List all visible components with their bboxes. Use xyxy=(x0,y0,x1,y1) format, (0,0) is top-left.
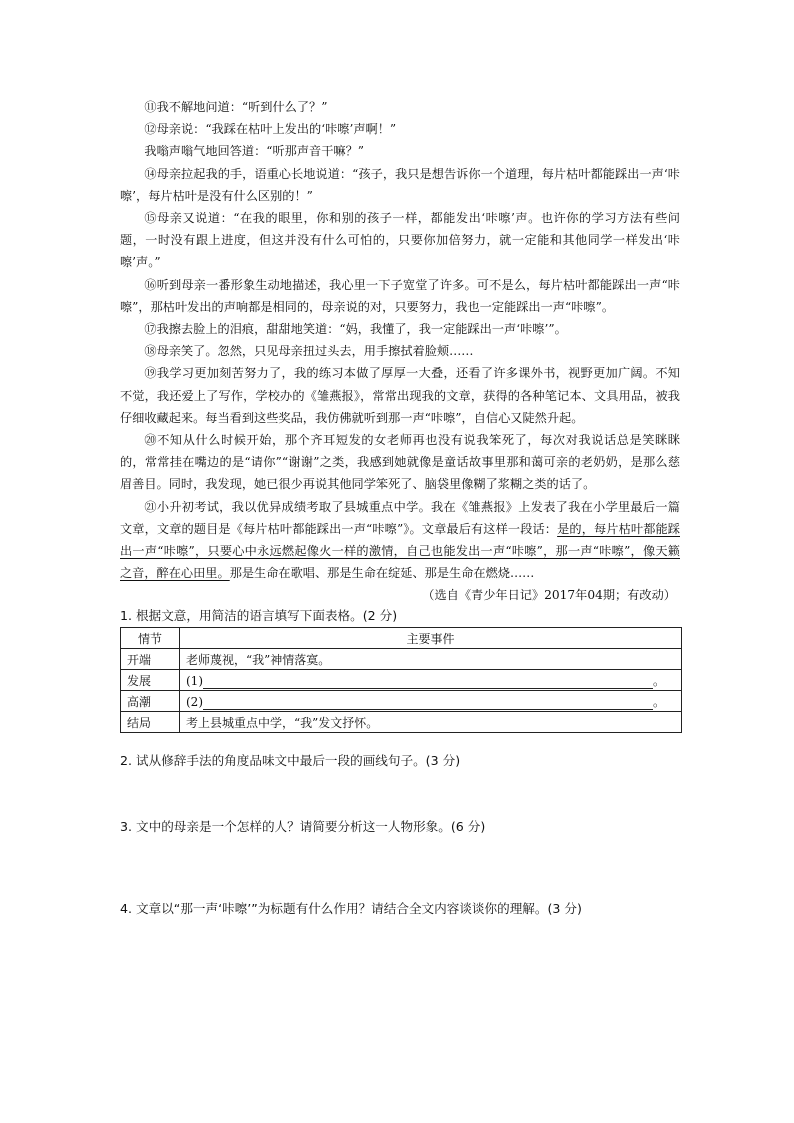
table-row xyxy=(121,649,682,670)
row-label: 结局 xyxy=(121,712,180,733)
paragraph-15: ⑮母亲又说道：“在我的眼里，你和别的孩子一样，都能发出‘咔嚓’声。也许你的学习方法有些问题，一时没有跟上进度，但这并没有什么可怕的，只要你加倍努力，就一定能和其他同学一样发出‘咔嚓’声。” xyxy=(120,211,680,270)
paragraph-19: ⑲我学习更加刻苦努力了，我的练习本做了厚厚一大叠，还看了许多课外书，视野更加广阔。不知不觉，我还爱上了写作，学校办的《雏燕报》，常常出现我的文章，获得的各种笔记本、文具用品，被我仔细收藏起来。每当看到这些奖品，我仿佛就听到那一声“咔嚓”，自信心又陡然升起。 xyxy=(120,366,680,425)
row-label: 发展 xyxy=(121,670,180,691)
paragraph-13: 我嗡声嗡气地回答道：“听那声音干嘛？” xyxy=(144,144,365,159)
paragraph-20: ⑳不知从什么时候开始，那个齐耳短发的女老师再也没有说我笨死了，每次对我说话总是笑眯眯的，常常挂在嘴边的是“请你”“谢谢”之类，我感到她就像是童话故事里那和蔼可亲的老奶奶，是那么慈眉善目。同时，我发现，她已很少再说其他同学笨死了、脑袋里像糊了浆糊之类的话了。 xyxy=(120,433,680,492)
table-row xyxy=(121,712,682,733)
underlined-sentence: 是的，每片枯叶都能踩出一声“咔嚓”，只要心中永远燃起像火一样的激情，自己也能发出一声“咔嚓”，那一声“咔嚓”，像天籁之音，醉在心田里。 xyxy=(120,521,680,581)
answer-space[interactable] xyxy=(120,837,680,899)
blank-end: 。 xyxy=(653,694,666,709)
table-header-row xyxy=(121,628,682,649)
row-answer-cell[interactable] xyxy=(180,670,682,691)
paragraph-16: ⑯听到母亲一番形象生动地描述，我心里一下子宽堂了许多。可不是么，每片枯叶都能踩出一声“咔嚓”，那枯叶发出的声响都是相同的，母亲说的对，只要努力，我也一定能踩出一声“咔嚓”。 xyxy=(120,277,680,314)
question-3: 3. 文中的母亲是一个怎样的人？请简要分析这一人物形象。(6 分) xyxy=(120,819,486,835)
paragraph-18: ⑱母亲笑了。忽然，只见母亲扭过头去，用手擦拭着脸颊…… xyxy=(144,344,474,359)
row-content: 考上县城重点中学，“我”发文抒怀。 xyxy=(180,712,682,733)
paragraph-11: ⑪我不解地问道：“听到什么了？” xyxy=(144,100,328,114)
answer-space[interactable] xyxy=(120,771,680,817)
spacer xyxy=(120,733,680,751)
source-citation: （选自《青少年日记》2017年04期；有改动） xyxy=(422,588,676,603)
blank-number: (2) xyxy=(186,694,203,709)
paragraph-21-ending: 那是生命在歌唱、那是生命在绽延、那是生命在燃烧…… xyxy=(229,566,535,581)
row-answer-cell[interactable] xyxy=(180,691,682,712)
question-1: 1. 根据文意，用简洁的语言填写下面表格。(2 分) xyxy=(120,608,398,624)
table-row xyxy=(121,670,682,691)
answer-blank[interactable] xyxy=(203,675,653,689)
answer-blank[interactable] xyxy=(203,696,653,710)
row-label: 高潮 xyxy=(121,691,180,712)
paragraph-14: ⑭母亲拉起我的手，语重心长地说道：“孩子，我只是想告诉你一个道理，每片枯叶都能踩出一声‘咔嚓’，每片枯叶是没有什么区别的！” xyxy=(120,166,680,203)
table-row xyxy=(121,691,682,712)
blank-number: (1) xyxy=(186,673,203,688)
plot-table xyxy=(120,627,682,733)
blank-end: 。 xyxy=(653,673,666,688)
header-plot: 情节 xyxy=(121,628,180,649)
row-label: 开端 xyxy=(121,649,180,670)
paragraph-21 xyxy=(120,496,680,585)
paragraph-12: ⑫母亲说：“我踩在枯叶上发出的‘咔嚓’声啊！” xyxy=(144,122,397,137)
question-4: 4. 文章以“那一声‘咔嚓’”为标题有什么作用？请结合全文内容谈谈你的理解。(3 分) xyxy=(120,901,582,917)
article-body xyxy=(120,96,680,919)
row-content: 老师蔑视，“我”神情落寞。 xyxy=(180,649,682,670)
paragraph-21-text: ㉑小升初考试，我以优异成绩考取了县城重点中学。我在《雏燕报》上发表了我在小学里最后一篇文章，文章的题目是《每片枯叶都能踩出一声“咔嚓”》。文章最后有这样一段话： xyxy=(120,499,680,536)
question-2: 2. 试从修辞手法的角度品味文中最后一段的画线句子。(3 分) xyxy=(120,753,461,769)
header-event: 主要事件 xyxy=(180,628,682,649)
paragraph-17: ⑰我擦去脸上的泪痕，甜甜地笑道：“妈，我懂了，我一定能踩出一声‘咔嚓’”。 xyxy=(144,322,567,337)
